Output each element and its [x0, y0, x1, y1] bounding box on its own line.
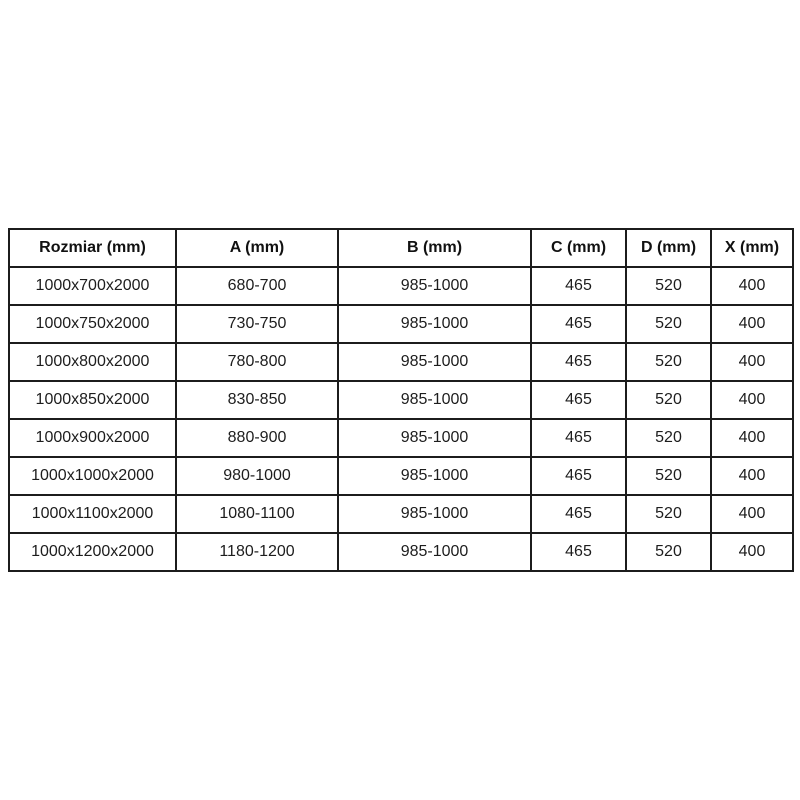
table-cell: 465: [531, 381, 626, 419]
column-header-b: B (mm): [338, 229, 531, 267]
table-cell: 985-1000: [338, 457, 531, 495]
table-row: [9, 267, 793, 305]
table-cell: 830-850: [176, 381, 338, 419]
table-row: [9, 533, 793, 571]
table-cell: 1000x700x2000: [9, 267, 176, 305]
table-cell: 465: [531, 495, 626, 533]
table-cell: 400: [711, 267, 793, 305]
table-cell: 465: [531, 457, 626, 495]
table-cell: 1000x800x2000: [9, 343, 176, 381]
table-cell: 985-1000: [338, 381, 531, 419]
table-cell: 1000x850x2000: [9, 381, 176, 419]
table-cell: 520: [626, 305, 711, 343]
table-row: [9, 457, 793, 495]
table-cell: 400: [711, 343, 793, 381]
table-cell: 1000x1100x2000: [9, 495, 176, 533]
table-cell: 1000x900x2000: [9, 419, 176, 457]
table-row: [9, 381, 793, 419]
table-cell: 520: [626, 343, 711, 381]
column-header-x: X (mm): [711, 229, 793, 267]
table-cell: 520: [626, 533, 711, 571]
table-cell: 980-1000: [176, 457, 338, 495]
table-cell: 400: [711, 533, 793, 571]
table-cell: 520: [626, 457, 711, 495]
table-cell: 985-1000: [338, 267, 531, 305]
table-cell: 985-1000: [338, 533, 531, 571]
table-cell: 730-750: [176, 305, 338, 343]
column-header-c: C (mm): [531, 229, 626, 267]
table-cell: 400: [711, 305, 793, 343]
table-cell: 465: [531, 267, 626, 305]
table-cell: 1080-1100: [176, 495, 338, 533]
table-cell: 985-1000: [338, 343, 531, 381]
table-cell: 400: [711, 419, 793, 457]
table-cell: 400: [711, 457, 793, 495]
table-cell: 780-800: [176, 343, 338, 381]
table-cell: 1000x750x2000: [9, 305, 176, 343]
table-cell: 465: [531, 419, 626, 457]
table-row: [9, 419, 793, 457]
table-cell: 1180-1200: [176, 533, 338, 571]
table-row: [9, 305, 793, 343]
table-cell: 465: [531, 343, 626, 381]
table-cell: 1000x1000x2000: [9, 457, 176, 495]
table-cell: 520: [626, 267, 711, 305]
table-cell: 400: [711, 381, 793, 419]
table-cell: 400: [711, 495, 793, 533]
table-cell: 520: [626, 381, 711, 419]
table-cell: 1000x1200x2000: [9, 533, 176, 571]
table-body: [9, 267, 793, 571]
size-table: [8, 228, 794, 572]
table-cell: 880-900: [176, 419, 338, 457]
column-header-d: D (mm): [626, 229, 711, 267]
table-cell: 985-1000: [338, 419, 531, 457]
table-cell: 520: [626, 495, 711, 533]
column-header-rozmiar: Rozmiar (mm): [9, 229, 176, 267]
table-cell: 465: [531, 533, 626, 571]
table-cell: 520: [626, 419, 711, 457]
table-header-row: [9, 229, 793, 267]
column-header-a: A (mm): [176, 229, 338, 267]
table-cell: 680-700: [176, 267, 338, 305]
table-cell: 985-1000: [338, 495, 531, 533]
table-cell: 985-1000: [338, 305, 531, 343]
table-row: [9, 495, 793, 533]
table-cell: 465: [531, 305, 626, 343]
table-row: [9, 343, 793, 381]
